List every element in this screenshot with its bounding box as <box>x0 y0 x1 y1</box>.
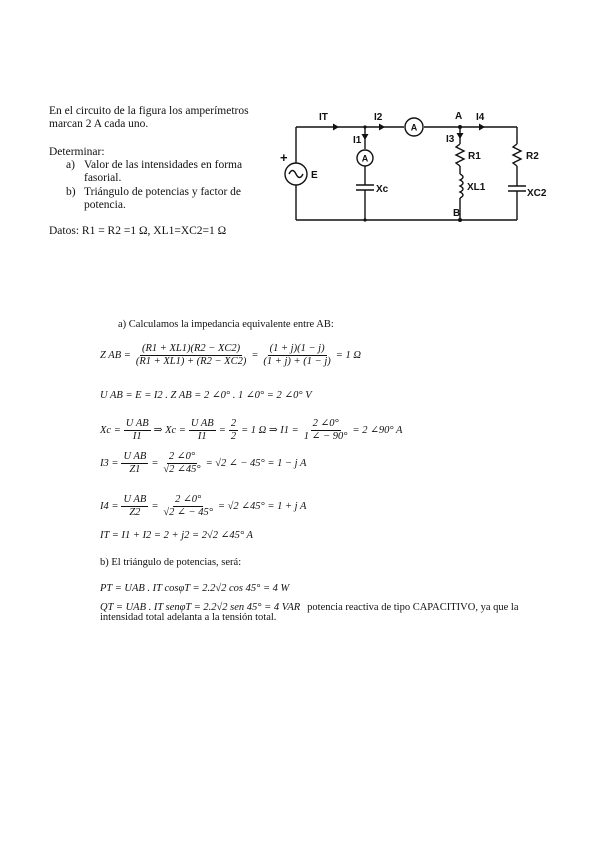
label-plus: + <box>280 150 288 165</box>
node-a-dot <box>458 125 462 129</box>
xc-fraction-2 <box>189 418 216 443</box>
i4-denominator-2: √2 ∠ − 45° <box>163 507 213 518</box>
ammeter-1-symbol: A <box>361 153 369 164</box>
datos-line: Datos: R1 = R2 =1 Ω, XL1=XC2=1 Ω <box>49 225 227 237</box>
zab-result: = 1 Ω <box>335 350 361 361</box>
i4-equation <box>100 494 306 519</box>
i4-fraction-1 <box>121 494 148 519</box>
resistor-r1 <box>456 144 464 166</box>
label-it: IT <box>319 112 328 123</box>
arrow-i4 <box>479 124 485 131</box>
item-a-line-2: fasorial. <box>84 172 122 184</box>
i3-lhs: I3 = <box>100 458 119 469</box>
zab-equals: = <box>251 350 259 361</box>
label-i2: I2 <box>374 112 383 123</box>
item-a-marker: a) <box>66 159 75 171</box>
resistor-r2 <box>513 144 521 166</box>
label-i1: I1 <box>353 135 362 146</box>
i4-equals: = <box>151 501 159 512</box>
item-b-line-2: potencia. <box>84 199 126 211</box>
zab-lhs: Z AB = <box>100 350 131 361</box>
xc-fraction-1 <box>124 418 151 443</box>
xc-numerator-3: 2 <box>230 418 237 429</box>
i3-fraction-1 <box>121 451 148 476</box>
node-cap-bottom-dot <box>363 218 366 221</box>
circuit-diagram <box>275 100 565 230</box>
qt-explanation-end: intensidad total adelanta a la tensión total. <box>100 612 277 623</box>
i4-numerator: U AB <box>123 494 147 505</box>
i4-numerator-2: 2 ∠0° <box>175 494 202 505</box>
node-cap-top-dot <box>363 125 366 128</box>
arrow-i3 <box>457 133 464 139</box>
qt-explanation: potencia reactiva de tipo CAPACITIVO, ya que la <box>307 602 519 613</box>
it-equation: IT = I1 + I2 = 2 + j2 = 2√2 ∠45° A <box>100 530 253 541</box>
i1-final: = 2 ∠90° A <box>352 425 403 436</box>
item-a-line-1: Valor de las intensidades en forma <box>84 159 243 171</box>
zab-fraction-1 <box>134 343 249 368</box>
xc-numerator-2: U AB <box>190 418 214 429</box>
xc-equals: = <box>218 425 226 436</box>
i4-result: = √2 ∠45° = 1 + j A <box>217 501 307 512</box>
i4-denominator: Z2 <box>129 507 141 518</box>
xc-result: = 1 Ω ⇒ I1 = <box>241 425 299 436</box>
label-r2: R2 <box>526 151 539 162</box>
qt-equation: QT = UAB . IT senφT = 2.2√2 sen 45° = 4 VAR <box>100 602 301 613</box>
xc-denominator: I1 <box>132 431 142 442</box>
label-xl1: XL1 <box>467 182 486 193</box>
arrow-i2 <box>379 124 385 131</box>
xc-mid: ⇒ Xc = <box>153 425 186 436</box>
i4-lhs: I4 = <box>100 501 119 512</box>
i4-fraction-2 <box>161 494 214 519</box>
label-node-a: A <box>455 111 463 122</box>
i3-denominator: Z1 <box>129 464 141 475</box>
i3-equals: = <box>151 458 159 469</box>
part-b-heading: b) El triángulo de potencias, será: <box>100 557 242 568</box>
i3-numerator-2: 2 ∠0° <box>168 451 196 462</box>
label-xc2: XC2 <box>527 188 547 199</box>
xc-fraction-3 <box>229 418 238 443</box>
i3-numerator: U AB <box>123 451 147 462</box>
i1-fraction <box>302 418 350 443</box>
intro-line-1: En el circuito de la figura los amperímetros <box>49 105 249 117</box>
item-b-line-1: Triángulo de potencias y factor de <box>84 186 242 198</box>
i3-equation <box>100 451 306 476</box>
i3-result: = √2 ∠ − 45° = 1 − j A <box>205 458 307 469</box>
pt-equation: PT = UAB . IT cosφT = 2.2√2 cos 45° = 4 W <box>100 583 290 594</box>
zab-denominator-2: (1 + j) + (1 − j) <box>263 356 331 367</box>
xc-denominator-2: I1 <box>197 431 207 442</box>
label-node-b: B <box>453 208 461 219</box>
uab-equation: U AB = E = I2 . Z AB = 2 ∠0° . 1 ∠0° = 2 ∠0° V <box>100 390 312 401</box>
arrow-i1 <box>362 134 369 140</box>
inductor-xl1 <box>460 174 463 198</box>
zab-numerator-2: (1 + j)(1 − j) <box>269 343 325 354</box>
i1-numerator: 2 ∠0° <box>312 418 339 429</box>
xc-equation <box>100 418 402 443</box>
zab-fraction-2 <box>261 343 332 368</box>
intro-line-2: marcan 2 A cada uno. <box>49 118 149 130</box>
xc-lhs: Xc = <box>100 425 121 436</box>
part-a-heading: a) Calculamos la impedancia equivalente entre AB: <box>118 319 334 330</box>
determinar-heading: Determinar: <box>49 146 105 158</box>
i3-fraction-2 <box>161 451 202 476</box>
label-r1: R1 <box>468 151 481 162</box>
ammeter-2-symbol: A <box>410 122 418 133</box>
i3-denominator-2: √2 ∠45° <box>163 464 201 475</box>
zab-denominator: (R1 + XL1) + (R2 − XC2) <box>135 356 247 367</box>
label-i4: I4 <box>476 112 485 123</box>
xc-numerator: U AB <box>125 418 149 429</box>
label-e: E <box>311 170 318 181</box>
label-xc: Xc <box>376 184 389 195</box>
item-b-marker: b) <box>66 186 76 198</box>
arrow-it <box>333 124 339 131</box>
i1-denominator: 1 ∠ − 90° <box>303 431 348 442</box>
ac-source-wave <box>289 171 303 178</box>
label-i3: I3 <box>446 134 455 145</box>
zab-numerator: (R1 + XL1)(R2 − XC2) <box>142 343 241 354</box>
xc-denominator-3: 2 <box>230 431 237 442</box>
zab-equation <box>100 343 361 368</box>
